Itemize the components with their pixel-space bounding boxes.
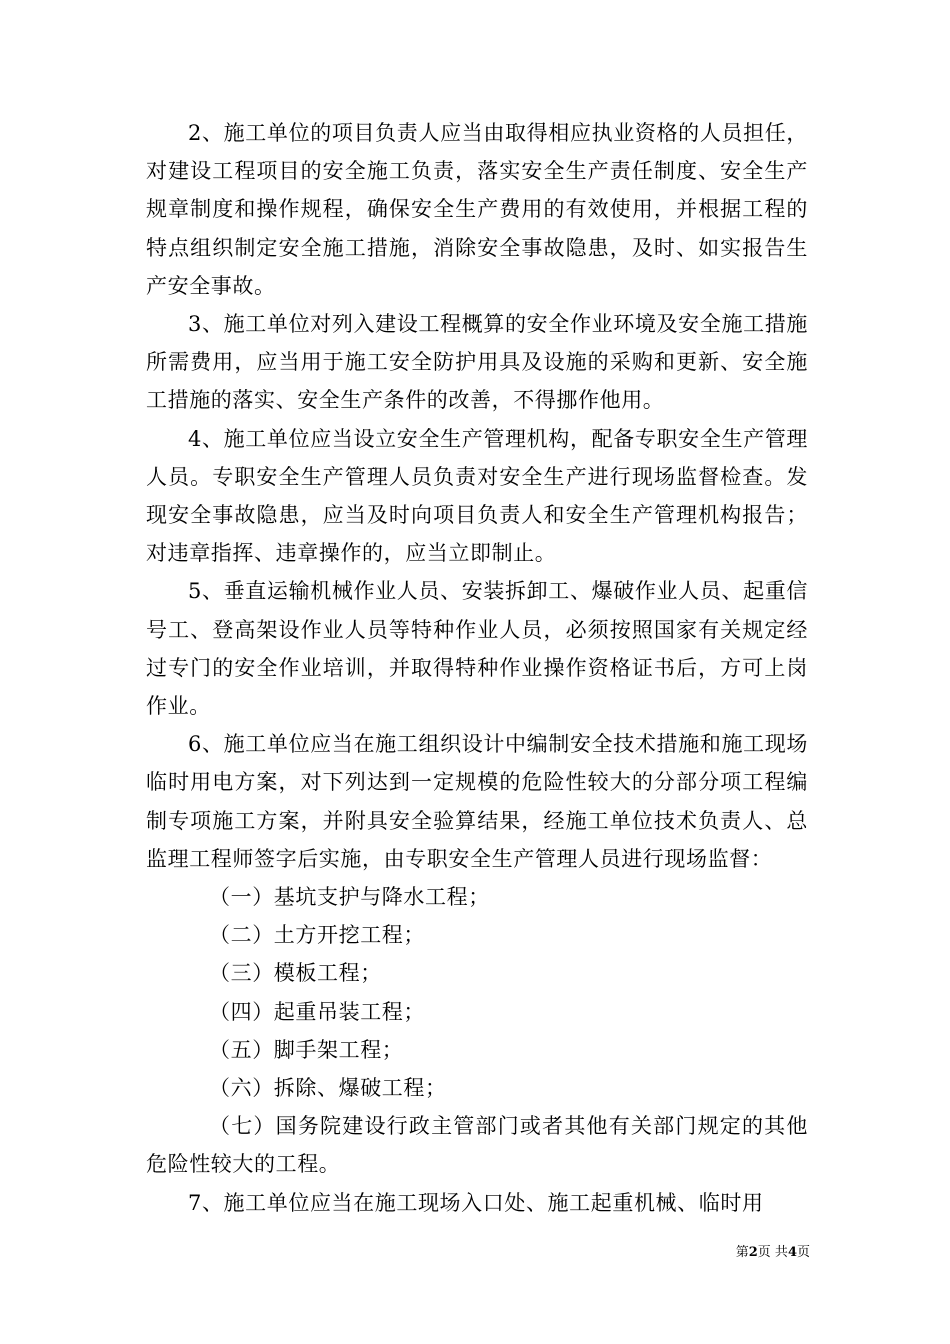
document-body (146, 114, 808, 1222)
list-item-1: （一）基坑支护与降水工程； (209, 885, 490, 910)
list-item-6: （六）拆除、爆破工程； (209, 1076, 447, 1101)
list-item-4: （四）起重吊装工程； (209, 999, 425, 1024)
list-item-7: （七）国务院建设行政主管部门或者其他有关部门规定的其他危险性较大的工程。 (146, 1114, 808, 1177)
footer-suffix: 页 (796, 1245, 810, 1260)
paragraph-7: 7、施工单位应当在施工现场入口处、施工起重机械、临时用 (188, 1190, 764, 1215)
list-item-3: （三）模板工程； (209, 961, 382, 986)
footer-prefix: 第 (735, 1245, 749, 1260)
list-item-2: （二）土方开挖工程； (209, 923, 425, 948)
footer-page-number: 2 (748, 1245, 758, 1260)
paragraph-4: 4、施工单位应当设立安全生产管理机构，配备专职安全生产管理人员。专职安全生产管理人员负责对安全生产进行现场监督检查。发现安全事故隐患，应当及时向项目负责人和安全生产管理机构报告；对违章指挥、违章操作的，应当立即制止。 (146, 426, 808, 566)
page-footer (700, 1244, 810, 1262)
list-item-5: （五）脚手架工程； (209, 1037, 404, 1062)
footer-middle: 页 共 (757, 1245, 788, 1260)
paragraph-2: 2、施工单位的项目负责人应当由取得相应执业资格的人员担任，对建设工程项目的安全施工负责，落实安全生产责任制度、安全生产规章制度和操作规程，确保安全生产费用的有效使用，并根据工程的特点组织制定安全施工措施，消除安全事故隐患，及时、如实报告生产安全事故。 (146, 121, 808, 298)
paragraph-5: 5、垂直运输机械作业人员、安装拆卸工、爆破作业人员、起重信号工、登高架设作业人员等特种作业人员，必须按照国家有关规定经过专门的安全作业培训，并取得特种作业操作资格证书后，方可上岗作业。 (146, 579, 808, 719)
paragraph-6: 6、施工单位应当在施工组织设计中编制安全技术措施和施工现场临时用电方案，对下列达到一定规模的危险性较大的分部分项工程编制专项施工方案，并附具安全验算结果，经施工单位技术负责人、总监理工程师签字后实施，由专职安全生产管理人员进行现场监督： (146, 732, 808, 871)
paragraph-3: 3、施工单位对列入建设工程概算的安全作业环境及安全施工措施所需费用，应当用于施工安全防护用具及设施的采购和更新、安全施工措施的落实、安全生产条件的改善，不得挪作他用。 (146, 312, 808, 413)
footer-total-pages: 4 (787, 1245, 797, 1260)
